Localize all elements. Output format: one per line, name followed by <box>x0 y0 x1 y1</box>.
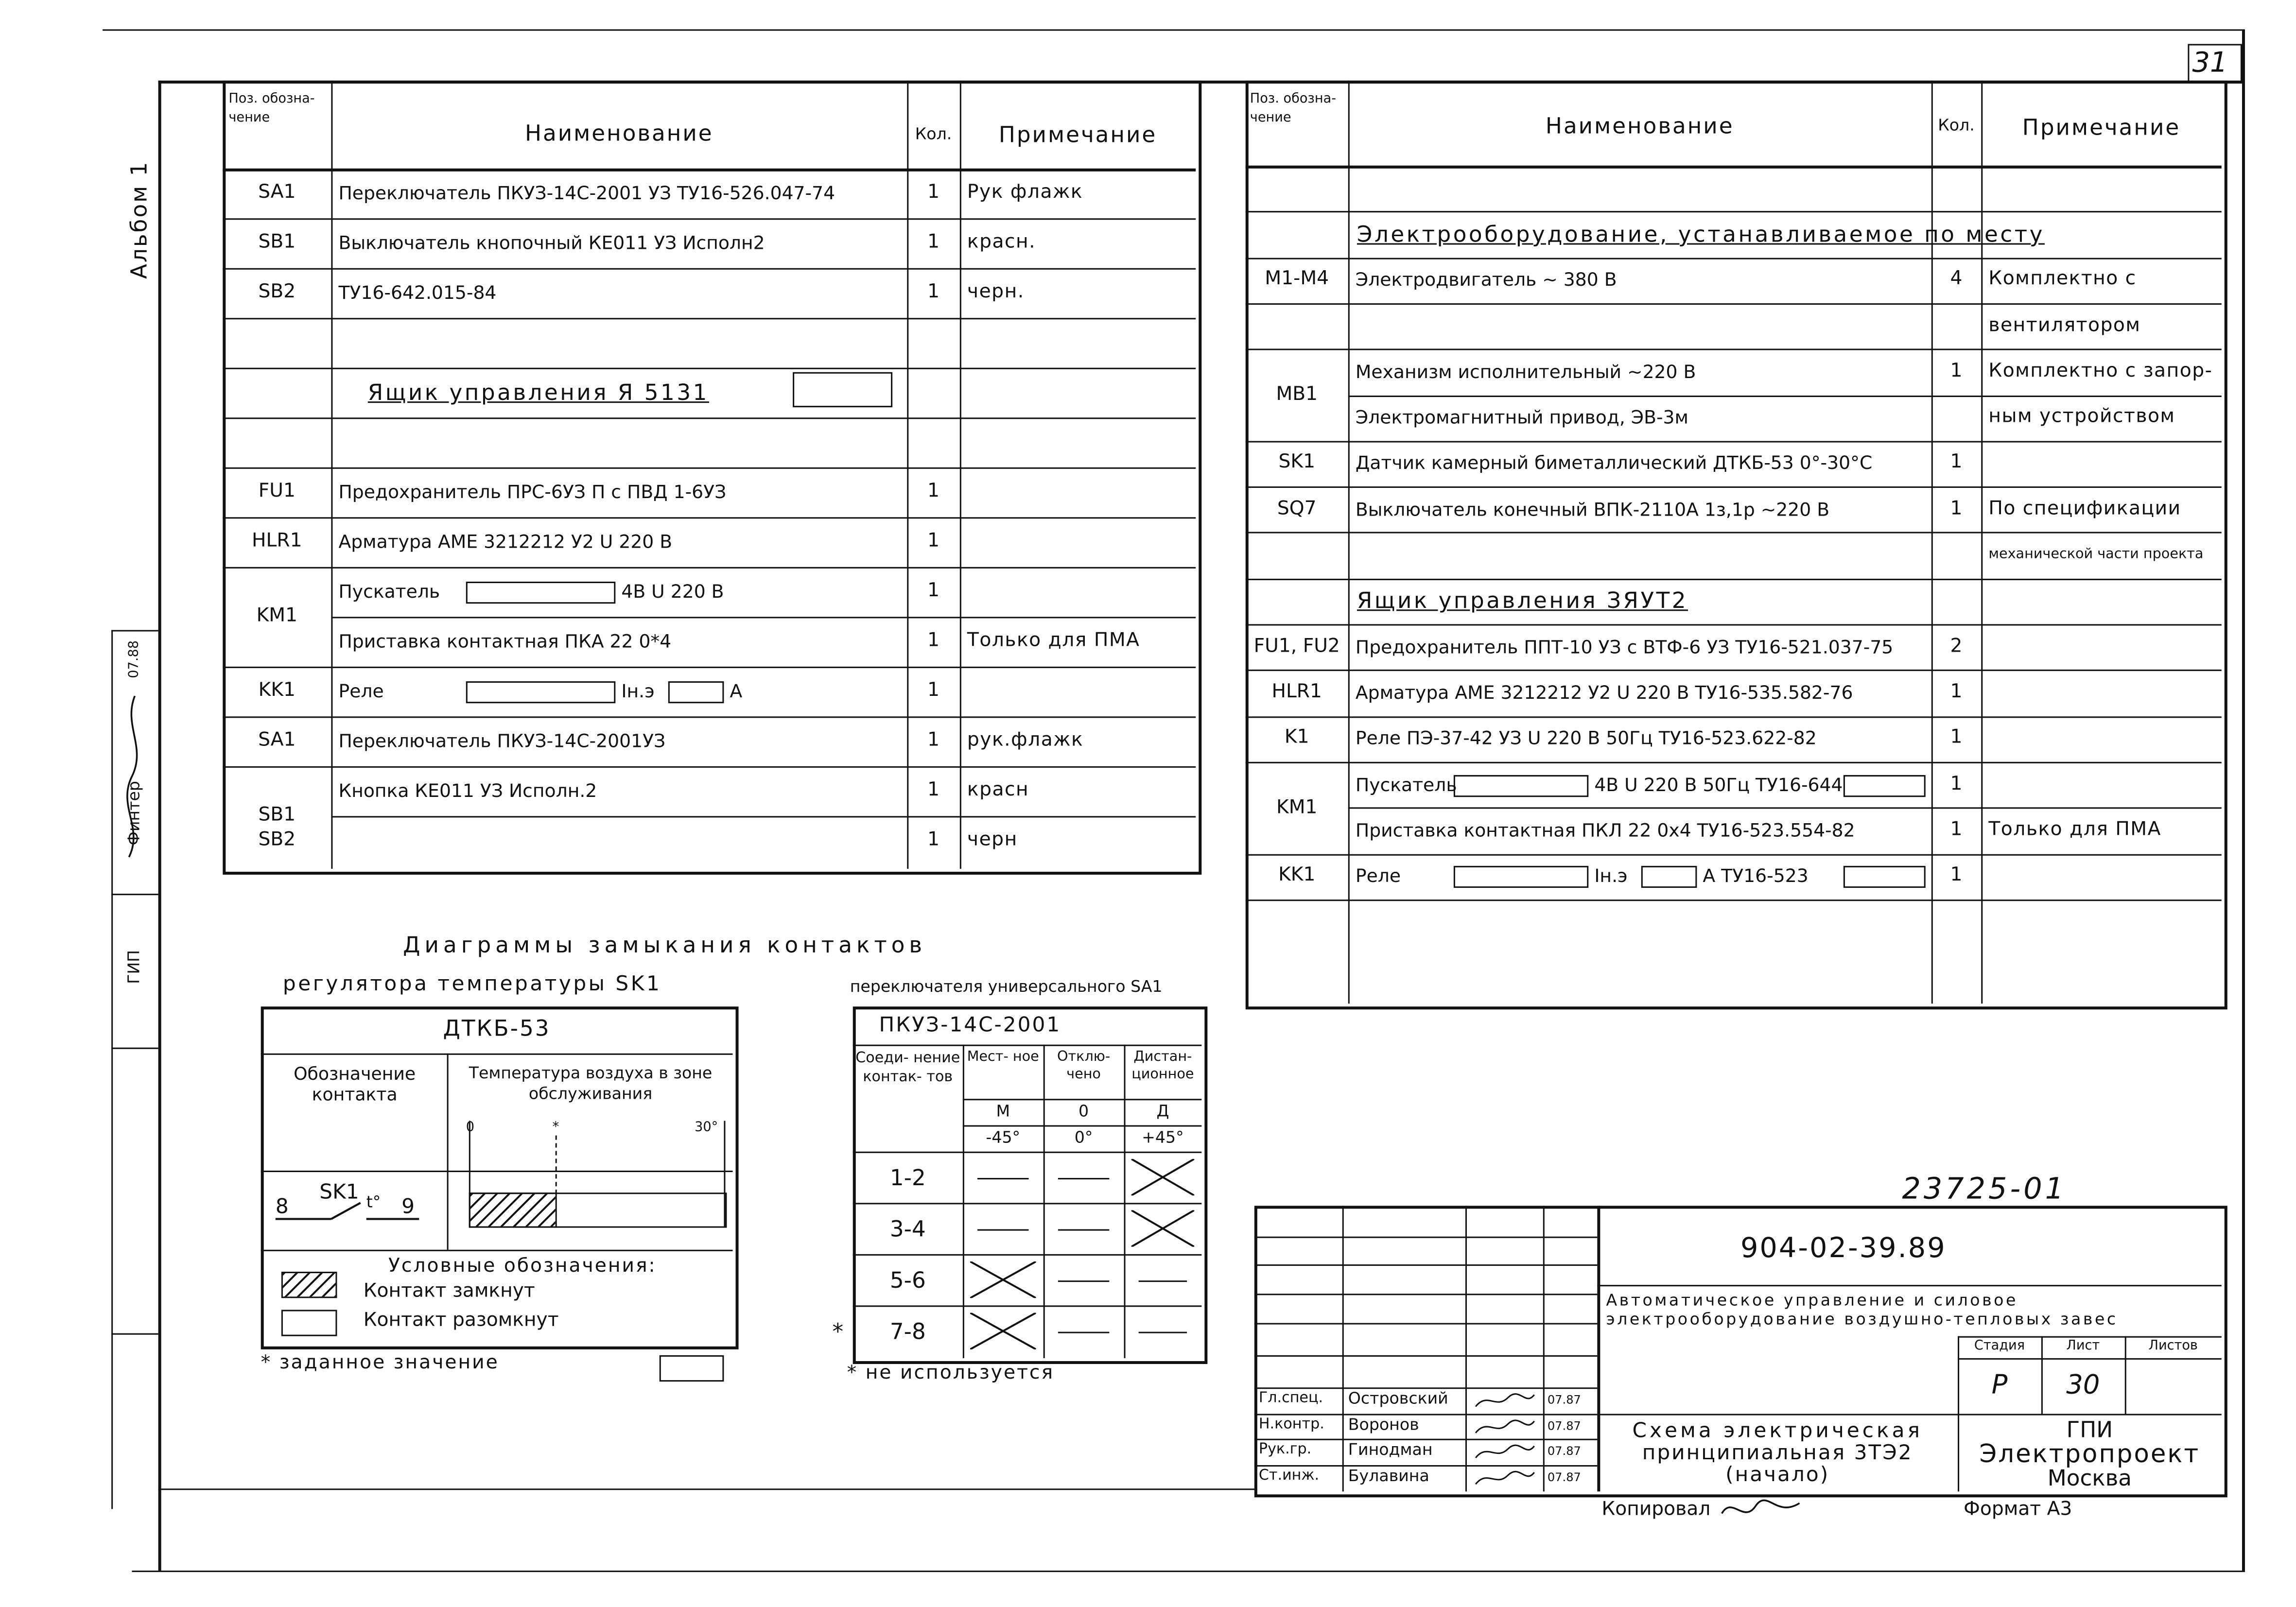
row-line <box>223 467 1196 469</box>
row-note: рук.флажк <box>967 729 1084 752</box>
margin-signature <box>117 689 152 864</box>
sheet-value: 30 <box>2066 1370 2100 1401</box>
stage-value: Р <box>1991 1370 2008 1401</box>
row-position: FU1, FU2 <box>1253 635 1340 657</box>
row-note: Только для ПМА <box>967 630 1140 652</box>
row-position: FU1 <box>258 480 296 503</box>
row-quantity: 1 <box>1950 681 1963 704</box>
row-name: Предохранитель ППТ-10 УЗ с ВТФ-6 УЗ ТУ16-521.037-75 <box>1355 635 1894 657</box>
row-line <box>853 1203 1202 1204</box>
row-line <box>223 766 1196 768</box>
stamp-name: Булавина <box>1348 1467 1429 1486</box>
header-pos: Поз. обозна- чение <box>228 92 315 126</box>
row-line <box>1246 257 2222 259</box>
row-line <box>261 1250 733 1251</box>
row-line <box>223 417 1196 419</box>
row-name: Арматура АМЕ 3212212 У2 U 220 В <box>338 530 673 553</box>
stamp-signature <box>1470 1467 1540 1490</box>
row-note: Только для ПМА <box>1988 818 2161 841</box>
col-divider <box>1348 81 1350 1003</box>
contact-name: SK1 <box>319 1181 359 1205</box>
row-line <box>1348 395 1931 397</box>
scale-mark: * <box>552 1121 559 1136</box>
row-quantity: 1 <box>927 779 940 802</box>
paper-format: Формат А3 <box>1964 1499 2072 1521</box>
contact-symbol-label: t° <box>366 1192 381 1212</box>
switch-col-name: Мест- ное <box>967 1049 1039 1065</box>
row-name: Ящик управления ЗЯУТ2 <box>1357 588 1688 615</box>
row-note: красн. <box>967 231 1036 254</box>
scale-min: 0 <box>466 1121 475 1136</box>
row-name: Датчик камерный биметаллический ДТКБ-53 0°-30°С <box>1355 451 1873 474</box>
stamp-name: Гинодман <box>1348 1440 1433 1460</box>
row-name-tail: А ТУ16-523 <box>1703 864 1809 887</box>
switch-open-mark <box>1058 1280 1110 1282</box>
switch-col-name: Дистан- ционное <box>1131 1049 1194 1083</box>
legend-open-label: Контакт разомкнут <box>363 1310 559 1332</box>
org-line-1: ГПИ <box>2066 1417 2113 1443</box>
row-note: Комплектно с <box>1988 268 2137 291</box>
header-qty: Кол. <box>1938 116 1975 135</box>
row-line <box>1246 716 2222 717</box>
row-line <box>1246 211 2222 213</box>
row-position: SB2 <box>258 829 296 851</box>
row-line <box>1597 1414 2221 1415</box>
switch-subtitle: переключателя универсального SA1 <box>850 977 1163 997</box>
project-title-line-2: электрооборудование воздушно-тепловых завес <box>1606 1310 2118 1329</box>
margin-strip-line <box>111 630 113 1509</box>
header-note: Примечание <box>998 121 1157 148</box>
frame-left <box>158 81 161 1571</box>
sheets-label: Листов <box>2148 1339 2198 1354</box>
row-line <box>1254 1294 1598 1295</box>
switch-row-label: 1-2 <box>889 1164 926 1192</box>
row-note: Рук флажк <box>967 181 1083 204</box>
stamp-role: Н.контр. <box>1258 1416 1324 1433</box>
document-code: 904-02-39.89 <box>1740 1232 1947 1264</box>
blank-field <box>1844 866 1926 888</box>
row-name-tail: 4В U 220 В 50Гц ТУ16-644 <box>1594 773 1843 795</box>
row-name: Кнопка КЕ011 УЗ Исполн.2 <box>338 779 597 802</box>
row-line <box>1958 1358 2222 1360</box>
row-position: M1-M4 <box>1265 268 1329 291</box>
col-divider <box>1342 1206 1344 1491</box>
row-line <box>1246 578 2222 580</box>
margin-strip-line <box>111 894 158 895</box>
row-name-tail: А <box>730 679 743 702</box>
row-line <box>1348 808 1931 809</box>
row-note: черн. <box>967 281 1025 304</box>
copied-label: Копировал <box>1601 1499 1711 1521</box>
col-divider <box>1981 81 1983 1003</box>
row-line <box>907 816 1196 817</box>
row-quantity: 1 <box>1950 818 1963 841</box>
contact-closed-fill <box>469 1192 557 1227</box>
contact-pin-left: 8 <box>275 1195 289 1219</box>
row-line <box>1246 761 2222 763</box>
stamp-name: Островский <box>1348 1389 1448 1408</box>
col-divider <box>1543 1206 1545 1491</box>
row-note: Комплектно с запор- <box>1988 360 2213 382</box>
row-quantity: 1 <box>1950 451 1963 474</box>
copier-signature <box>1718 1491 1806 1526</box>
margin-role: ГИП <box>124 950 144 984</box>
legend-closed-label: Контакт замкнут <box>363 1280 535 1303</box>
row-line <box>1246 349 2222 350</box>
row-name: Пускатель <box>338 580 440 603</box>
top-trim-line <box>103 29 2242 31</box>
switch-row-label: 3-4 <box>889 1216 926 1243</box>
row-position: SQ7 <box>1277 498 1317 520</box>
inventory-number: 23725-01 <box>1902 1170 2067 1206</box>
row-position: SA1 <box>258 181 296 204</box>
switch-closed-mark <box>1131 1210 1195 1246</box>
stamp-signature <box>1470 1389 1540 1412</box>
row-line <box>1958 1336 2222 1338</box>
switch-col-code: М <box>996 1102 1010 1121</box>
row-line <box>1254 1237 1598 1238</box>
row-name-mid: Iн.э <box>1594 864 1628 887</box>
thermo-model: ДТКБ-53 <box>443 1015 551 1042</box>
col-divider <box>963 1045 964 1358</box>
thermo-col-temp: Температура воздуха в зоне обслуживания <box>469 1063 713 1104</box>
row-name: Предохранитель ПРС-6УЗ П с ПВД 1-6УЗ <box>338 480 727 503</box>
row-quantity: 1 <box>927 181 940 204</box>
row-name: Реле ПЭ-37-42 УЗ U 220 В 50Гц ТУ16-523.622-82 <box>1355 727 1817 749</box>
switch-closed-mark <box>970 1313 1036 1349</box>
stamp-date: 07.87 <box>1547 1393 1581 1407</box>
row-position: K1 <box>1284 727 1309 749</box>
header-name: Наименование <box>524 120 713 147</box>
row-line <box>907 617 1196 618</box>
row-position: SB1 <box>258 804 296 827</box>
row-position: SB1 <box>258 231 296 254</box>
row-line <box>223 318 1196 319</box>
row-note: черн <box>967 829 1018 851</box>
scale-max: 30° <box>695 1121 718 1136</box>
row-name: Выключатель конечный ВПК-2110А 1з,1р ~220 В <box>1355 498 1830 520</box>
row-name: Приставка контактная ПКЛ 22 0х4 ТУ16-523.554-82 <box>1355 818 1855 841</box>
legend-title: Условные обозначения: <box>388 1255 657 1278</box>
row-line <box>1246 624 2222 625</box>
switch-open-mark <box>977 1178 1029 1179</box>
switch-open-mark <box>1139 1280 1187 1282</box>
sheet-label: Лист <box>2066 1339 2100 1354</box>
row-name: Реле <box>1355 864 1401 887</box>
col-divider <box>1044 1045 1045 1358</box>
blank-field <box>1641 866 1697 888</box>
switch-col-code: 0 <box>1078 1102 1089 1121</box>
album-label: Альбом 1 <box>126 160 153 279</box>
row-quantity: 1 <box>1950 773 1963 795</box>
project-title-line-1: Автоматическое управление и силовое <box>1606 1291 2018 1310</box>
margin-signer-date: 07.88 <box>127 640 142 678</box>
row-line <box>1246 303 2222 305</box>
row-line <box>853 1045 1202 1046</box>
row-position: KM1 <box>256 605 298 627</box>
frame-right <box>2242 29 2245 1571</box>
row-line <box>1246 533 2222 534</box>
switch-closed-mark <box>1131 1159 1195 1195</box>
row-note: По спецификации <box>1988 498 2181 520</box>
blank-field <box>793 372 892 407</box>
thermo-col-contact: Обозначение контакта <box>294 1063 416 1105</box>
sheet-number: 31 <box>2192 47 2228 79</box>
row-name: Переключатель ПКУЗ-14С-2001УЗ <box>338 729 666 752</box>
header-note: Примечание <box>2022 114 2181 141</box>
drawing-title-line-1: Схема электрическая <box>1632 1419 1923 1443</box>
thermo-note: * заданное значение <box>261 1352 499 1375</box>
row-line <box>1246 853 2222 855</box>
row-line <box>853 1305 1202 1307</box>
row-line <box>223 716 1196 718</box>
row-quantity: 1 <box>1950 864 1963 887</box>
row-position: KK1 <box>258 679 296 702</box>
row-line <box>963 1099 1201 1100</box>
row-line <box>223 567 1196 569</box>
switch-open-mark <box>1058 1178 1110 1179</box>
switch-col-connection: Соеди- нение контак- тов <box>855 1050 960 1086</box>
row-quantity: 1 <box>927 530 940 553</box>
col-divider <box>1124 1045 1126 1358</box>
row-position: KM1 <box>1276 796 1318 819</box>
row-quantity: 1 <box>1950 498 1963 520</box>
switch-row-label: 5-6 <box>889 1267 926 1294</box>
switch-open-mark <box>1058 1332 1110 1333</box>
row-line <box>853 1152 1202 1153</box>
blank-field <box>466 681 616 703</box>
row-quantity: 1 <box>927 231 940 254</box>
row-line <box>261 1171 733 1172</box>
switch-col-name: Отклю- чено <box>1057 1049 1111 1083</box>
legend-closed-swatch <box>281 1272 337 1298</box>
stamp-signature <box>1470 1441 1540 1464</box>
row-note: красн <box>967 779 1029 802</box>
org-line-2: Электропроект <box>1979 1440 2200 1470</box>
switch-open-mark <box>1058 1229 1110 1231</box>
switch-open-mark <box>977 1229 1029 1231</box>
row-line <box>223 667 1196 668</box>
row-quantity: 1 <box>927 829 940 851</box>
blank-field <box>668 681 724 703</box>
row-quantity: 1 <box>927 729 940 752</box>
row-line <box>1246 441 2222 442</box>
row-line <box>223 368 1196 369</box>
row-name: ТУ16-642.015-84 <box>338 281 497 304</box>
row-name: Реле <box>338 679 384 702</box>
col-divider <box>1465 1206 1467 1491</box>
switch-col-angle: +45° <box>1142 1128 1184 1147</box>
row-line <box>1254 1414 1598 1415</box>
row-quantity: 1 <box>927 580 940 603</box>
row-line <box>1246 899 2222 901</box>
setpoint-tick <box>556 1136 557 1194</box>
switch-col-angle: -45° <box>986 1128 1021 1147</box>
stamp-date: 07.87 <box>1547 1419 1581 1433</box>
stamp-date: 07.87 <box>1547 1445 1581 1459</box>
row-line <box>1246 486 2222 488</box>
header-qty: Кол. <box>915 124 952 144</box>
col-divider <box>447 1054 449 1250</box>
margin-signer-name: Финтер <box>124 781 144 846</box>
row-line <box>261 1054 733 1055</box>
setpoint-blank-box <box>660 1355 724 1382</box>
row-line <box>1254 1323 1598 1325</box>
row-name: Электродвигатель ~ 380 В <box>1355 268 1617 291</box>
row-line <box>1246 166 2222 169</box>
blank-field <box>466 582 616 604</box>
switch-closed-mark <box>970 1261 1036 1298</box>
legend-open-swatch <box>281 1310 337 1336</box>
stamp-signature <box>1470 1415 1540 1438</box>
row-quantity: 1 <box>1950 360 1963 382</box>
row-line <box>853 1254 1202 1256</box>
switch-col-code: Д <box>1156 1102 1169 1121</box>
margin-strip-line <box>111 1333 158 1335</box>
row-quantity: 1 <box>927 630 940 652</box>
drawing-title-line-2: принципиальная 3ТЭ2 <box>1642 1441 1913 1465</box>
row-quantity: 1 <box>927 281 940 304</box>
row-name: Арматура АМЕ 3212212 У2 U 220 В ТУ16-535.582-76 <box>1355 681 1853 704</box>
row-position: HLR1 <box>252 530 302 553</box>
row-name: Электромагнитный привод, ЭВ-3м <box>1355 406 1688 428</box>
row-position: SA1 <box>258 729 296 752</box>
stamp-name: Воронов <box>1348 1415 1419 1434</box>
switch-open-mark <box>1139 1332 1187 1333</box>
blank-field <box>1844 775 1926 796</box>
row-note: ным устройством <box>1988 406 2175 428</box>
switch-row-label: 7-8 <box>889 1318 926 1345</box>
col-divider <box>331 81 332 869</box>
row-name-mid: Iн.э <box>621 679 655 702</box>
row-line <box>331 617 907 618</box>
row-line <box>223 517 1196 518</box>
row-quantity: 1 <box>927 679 940 702</box>
frame-bottom-left <box>158 1488 1257 1490</box>
row-line <box>963 1125 1201 1127</box>
switch-row-mark: * <box>832 1318 844 1345</box>
row-line <box>223 169 1196 172</box>
row-quantity: 2 <box>1950 635 1963 657</box>
blank-field <box>1454 866 1588 888</box>
row-position: HLR1 <box>1271 681 1322 704</box>
row-line <box>1254 1264 1598 1266</box>
row-position: SB2 <box>258 281 296 304</box>
contact-pin-right: 9 <box>401 1195 415 1219</box>
row-quantity: 1 <box>927 480 940 503</box>
row-position: KK1 <box>1278 864 1316 887</box>
row-line <box>1254 1439 1598 1440</box>
row-name: Приставка контактная ПКА 22 0*4 <box>338 630 672 652</box>
switch-note: * не используется <box>847 1362 1055 1385</box>
row-line <box>1254 1355 1598 1357</box>
row-position: MB1 <box>1276 383 1318 406</box>
stamp-date: 07.87 <box>1547 1471 1581 1485</box>
switch-model: ПКУЗ-14С-2001 <box>879 1014 1061 1037</box>
header-name: Наименование <box>1545 113 1734 139</box>
row-name: Ящик управления Я 5131 <box>367 379 709 406</box>
row-position: SK1 <box>1278 451 1316 474</box>
margin-strip-line <box>111 630 158 631</box>
stamp-role: Рук.гр. <box>1258 1442 1312 1459</box>
stamp-role: Ст.инж. <box>1258 1468 1320 1485</box>
row-line <box>223 268 1196 270</box>
header-pos: Поз. обозна- чение <box>1250 92 1337 126</box>
row-note: вентилятором <box>1988 314 2141 337</box>
drawing-title-line-3: (начало) <box>1725 1463 1830 1487</box>
row-line <box>223 218 1196 220</box>
stamp-role: Гл.спец. <box>1258 1390 1323 1407</box>
row-name-tail: 4В U 220 В <box>621 580 724 603</box>
margin-strip-line <box>111 1048 158 1049</box>
row-name: Пускатель <box>1355 773 1457 795</box>
row-name: Механизм исполнительный ~220 В <box>1355 360 1696 382</box>
row-line <box>331 816 907 817</box>
thermo-subtitle: регулятора температуры SK1 <box>282 972 662 997</box>
row-line <box>1246 670 2222 672</box>
row-line <box>1931 808 2222 809</box>
col-divider <box>960 81 961 869</box>
org-line-3: Москва <box>2047 1465 2132 1492</box>
row-line <box>1931 395 2222 397</box>
frame-bottom <box>132 1571 2245 1572</box>
switch-col-angle: 0° <box>1074 1128 1093 1147</box>
diagrams-title: Диаграммы замыкания контактов <box>403 932 927 958</box>
row-note: механической части проекта <box>1988 546 2204 563</box>
row-quantity: 1 <box>1950 727 1963 749</box>
row-name: Переключатель ПКУЗ-14С-2001 УЗ ТУ16-526.047-74 <box>338 181 835 204</box>
blank-field <box>1454 775 1588 796</box>
row-name: Электрооборудование, устанавливаемое по месту <box>1357 221 2045 248</box>
stage-label: Стадия <box>1974 1339 2025 1354</box>
row-name: Выключатель кнопочный КЕ011 УЗ Исполн2 <box>338 231 765 254</box>
row-quantity: 4 <box>1950 268 1963 291</box>
row-line <box>1597 1285 2221 1286</box>
